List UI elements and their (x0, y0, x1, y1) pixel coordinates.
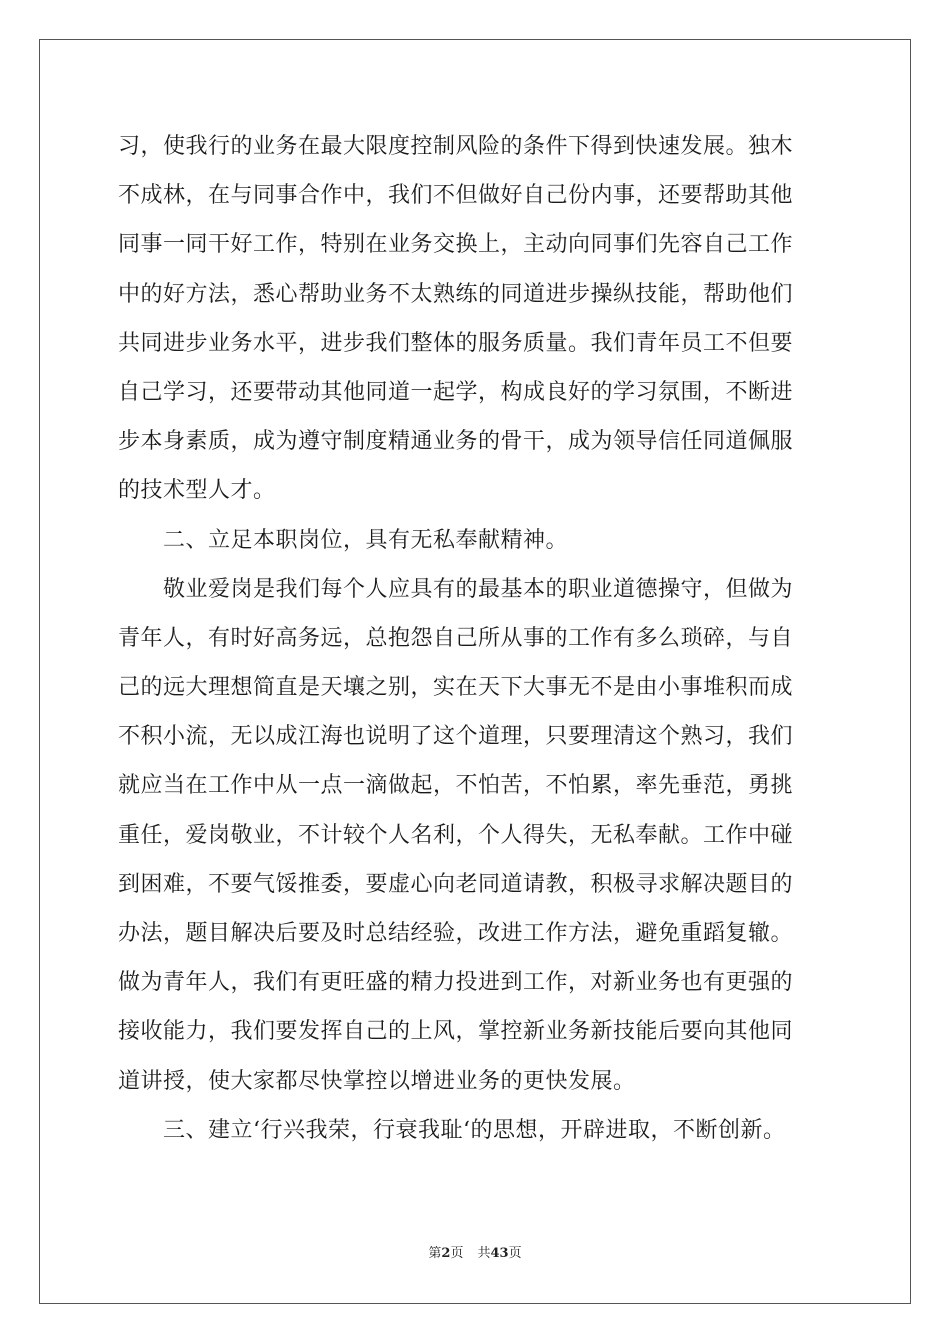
text-line: 到困难，不要气馁推委，要虚心向老同道请教，积极寻求解决题目的 (118, 871, 794, 897)
text-line: 步本身素质，成为遵守制度精通业务的骨干，成为领导信任同道佩服 (118, 429, 794, 455)
total-prefix: 共 (477, 1246, 491, 1261)
document-body (118, 122, 833, 1155)
text-line: 自己学习，还要带动其他同道一起学，构成良好的学习氛围，不断进 (118, 379, 794, 405)
section-heading: 三、建立‘行兴我荣，行衰我耻‘的思想，开辟进取，不断创新。 (118, 1117, 786, 1143)
total-suffix: 页 (508, 1246, 522, 1261)
text-line: 敬业爱岗是我们每个人应具有的最基本的职业道德操守，但做为 (118, 576, 794, 602)
text-line: 共同进步业务水平，进步我们整体的服务质量。我们青年员工不但要 (118, 330, 794, 356)
text-line: 不积小流，无以成江海也说明了这个道理，只要理清这个熟习，我们 (118, 724, 794, 750)
page-prefix: 第 (428, 1246, 442, 1261)
text-line: 就应当在工作中从一点一滴做起，不怕苦，不怕累，率先垂范，勇挑 (118, 773, 794, 799)
text-line: 办法，题目解决后要及时总结经验，改进工作方法，避免重蹈复辙。 (118, 921, 794, 946)
text-line: 的技术型人才。 (118, 478, 276, 504)
text-line: 习，使我行的业务在最大限度控制风险的条件下得到快速发展。独木 (118, 134, 794, 159)
page-number: 2 (441, 1246, 451, 1261)
page-footer (0, 1244, 950, 1264)
text-line: 接收能力，我们要发挥自己的上风，掌控新业务新技能后要向其他同 (118, 1019, 794, 1045)
text-line: 中的好方法，悉心帮助业务不太熟练的同道进步操纵技能，帮助他们 (118, 281, 794, 307)
section-heading: 二、立足本职岗位，具有无私奉献精神。 (118, 527, 569, 553)
total-pages: 43 (490, 1246, 509, 1261)
page-suffix: 页 (450, 1246, 464, 1261)
text-line: 做为青年人，我们有更旺盛的精力投进到工作，对新业务也有更强的 (118, 970, 794, 996)
text-line: 道讲授，使大家都尽快掌控以增进业务的更快发展。 (118, 1068, 636, 1094)
text-line: 己的远大理想简直是天壤之别，实在天下大事无不是由小事堆积而成 (118, 675, 794, 701)
text-line: 同事一同干好工作，特别在业务交换上，主动向同事们先容自己工作 (118, 232, 794, 258)
text-line: 青年人，有时好高务远，总抱怨自己所从事的工作有多么琐碎，与自 (118, 625, 794, 651)
text-line: 重任，爱岗敬业，不计较个人名利，个人得失，无私奉献。工作中碰 (118, 822, 794, 848)
text-line: 不成林，在与同事合作中，我们不但做好自己份内事，还要帮助其他 (118, 183, 794, 209)
